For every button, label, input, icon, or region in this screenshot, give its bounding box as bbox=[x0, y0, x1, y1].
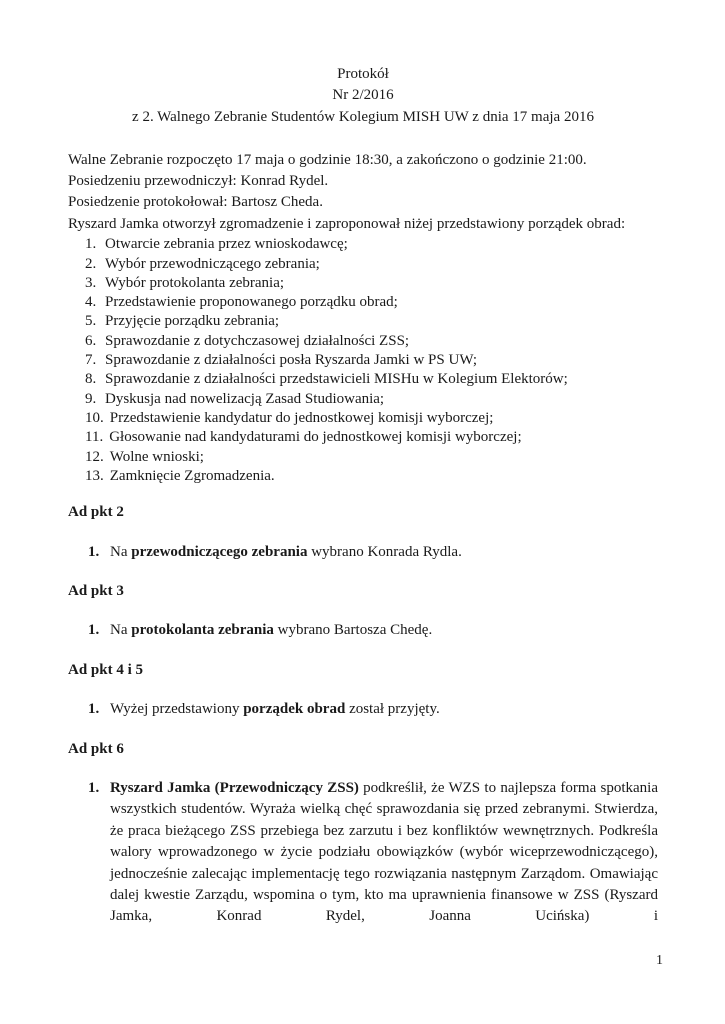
agenda-item-number: 6. bbox=[85, 332, 97, 349]
agenda-item-text: Sprawozdanie z dotychczasowej działalności ZSS; bbox=[105, 332, 410, 349]
agenda-item-text: Przedstawienie proponowanego porządku obrad; bbox=[105, 294, 398, 311]
agenda-item-number: 2. bbox=[85, 255, 97, 272]
section-item bbox=[88, 542, 658, 563]
section-item-text: Wyżej przedstawiony porządek obrad został przyjęty. bbox=[110, 701, 440, 718]
title-line-2: Nr 2/2016 bbox=[332, 87, 394, 104]
section-item bbox=[88, 620, 658, 641]
protocol-section bbox=[68, 581, 658, 642]
section-item bbox=[88, 699, 658, 720]
agenda-item-text: Zamknięcie Zgromadzenia. bbox=[109, 467, 275, 484]
agenda-item-text: Sprawozdanie z działalności przedstawicieli MISHu w Kolegium Elektorów; bbox=[105, 371, 568, 388]
chairman-line: Posiedzeniu przewodniczył: Konrad Rydel. bbox=[68, 173, 329, 190]
agenda-item-text: Sprawozdanie z działalności posła Ryszarda Jamki w PS UW; bbox=[105, 352, 478, 369]
agenda-item-number: 10. bbox=[85, 409, 104, 426]
section-item-number: 1. bbox=[88, 543, 100, 560]
agenda-item bbox=[85, 235, 658, 254]
section-heading: Ad pkt 4 i 5 bbox=[68, 661, 144, 678]
agenda-item-text: Przyjęcie porządku zebrania; bbox=[105, 313, 280, 330]
agenda-item bbox=[85, 351, 658, 370]
agenda-item-number: 3. bbox=[85, 274, 97, 291]
secretary-line: Posiedzenie protokołował: Bartosz Cheda. bbox=[68, 194, 323, 211]
section-heading: Ad pkt 3 bbox=[68, 582, 124, 599]
agenda-list bbox=[68, 235, 658, 486]
agenda-item bbox=[85, 409, 658, 428]
agenda-item-number: 5. bbox=[85, 313, 97, 330]
agenda-item bbox=[85, 293, 658, 312]
agenda-item bbox=[85, 274, 658, 293]
protocol-section bbox=[68, 502, 658, 563]
section-item-number: 1. bbox=[88, 622, 100, 639]
agenda-item bbox=[85, 312, 658, 331]
agenda-item bbox=[85, 255, 658, 274]
agenda-item bbox=[85, 332, 658, 351]
section-item-number: 1. bbox=[88, 701, 100, 718]
agenda-item bbox=[85, 467, 658, 486]
agenda-item-number: 12. bbox=[85, 448, 104, 465]
title-line-3: z 2. Walnego Zebranie Studentów Kolegium MISH UW z dnia 17 maja 2016 bbox=[132, 108, 594, 125]
agenda-item-text: Otwarcie zebrania przez wnioskodawcę; bbox=[105, 236, 348, 253]
agenda-item-number: 13. bbox=[85, 467, 104, 484]
section-item bbox=[88, 778, 658, 928]
page-number: 1 bbox=[656, 953, 663, 968]
agenda-item-number: 11. bbox=[85, 429, 104, 446]
agenda-item-text: Przedstawienie kandydatur do jednostkowej komisji wyborczej; bbox=[109, 409, 494, 426]
agenda-item-number: 4. bbox=[85, 294, 97, 311]
agenda-item bbox=[85, 390, 658, 409]
protocol-section bbox=[68, 660, 658, 721]
agenda-item-text: Głosowanie nad kandydaturami do jednostkowej komisji wyborczej; bbox=[109, 429, 522, 446]
section-heading: Ad pkt 2 bbox=[68, 504, 124, 521]
section-item-number: 1. bbox=[88, 779, 100, 796]
agenda-item bbox=[85, 448, 658, 467]
agenda-item-number: 9. bbox=[85, 390, 97, 407]
agenda-item-text: Wybór przewodniczącego zebrania; bbox=[105, 255, 320, 272]
agenda-item-text: Dyskusja nad nowelizacją Zasad Studiowania; bbox=[105, 390, 385, 407]
title-line-1: Protokół bbox=[337, 66, 389, 82]
section-heading: Ad pkt 6 bbox=[68, 740, 124, 757]
section-item-text: Na przewodniczącego zebrania wybrano Konrada Rydla. bbox=[110, 543, 462, 560]
document-title bbox=[68, 64, 658, 128]
meeting-time-line: Walne Zebranie rozpoczęto 17 maja o godzinie 18:30, a zakończono o godzinie 21:00. bbox=[68, 151, 587, 168]
protocol-section bbox=[68, 739, 658, 928]
agenda-item-number: 1. bbox=[85, 236, 97, 253]
agenda-item-number: 7. bbox=[85, 352, 97, 369]
section-item-text: Ryszard Jamka (Przewodniczący ZSS) podkreślił, że WZS to najlepsza forma spotkania wszystkich studentów. Wyraża wielką chęć sprawozdania się przed zebranymi. Stwierdza, że praca bieżącego ZSS przebiega bez zarzutu i bez konfliktów wewnętrznych. Podkreśla walory wprowadzonego w życie podziału obowiązków (wybór wiceprzewodniczącego), jednocześnie zalecając implementację tego rozwiązania następnym Zarządom. Omawiając dalej kwestie Zarządu, wspomina o tym, kto ma uprawnienia finansowe w ZSS (Ryszard Jamka, Konrad Rydel, Joanna Ucińska) i bbox=[110, 779, 658, 925]
agenda-item-number: 8. bbox=[85, 371, 97, 388]
agenda-item bbox=[85, 428, 658, 447]
agenda-item-text: Wolne wnioski; bbox=[109, 448, 204, 465]
agenda-item bbox=[85, 370, 658, 389]
agenda-intro: Ryszard Jamka otworzył zgromadzenie i zaproponował niżej przedstawiony porządek obrad: bbox=[68, 215, 626, 232]
section-item-text: Na protokolanta zebrania wybrano Bartosza Chedę. bbox=[110, 622, 433, 639]
sections-container bbox=[68, 502, 658, 928]
agenda-item-text: Wybór protokolanta zebrania; bbox=[105, 274, 285, 291]
